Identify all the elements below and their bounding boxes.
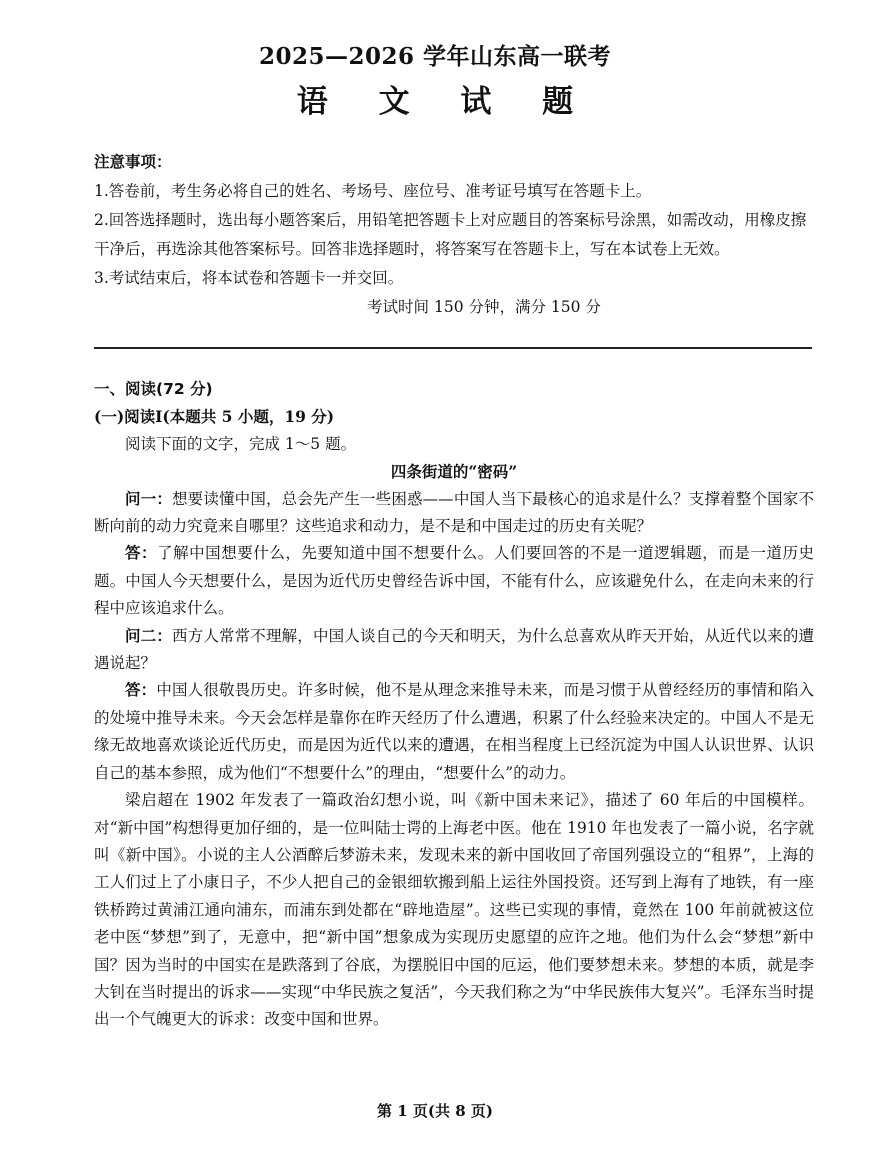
paragraph-text: 中国人很敬畏历史。许多时候，他不是从理念来推导未来，而是习惯于从曾经经历的事情和陷入的处境中推导未来。今天会怎样是靠你在昨天经历了什么遭遇，积累了什么经验来决定的。中国人不是无缘无故地喜欢谈论近代历史，而是因为近代以来的遭遇，在相当程度上已经沉淀为中国人认识世界、认识自己的基本参照，成为他们“不想要什么”的理由，“想要什么”的动力。 xyxy=(94,681,814,782)
article-title: 四条街道的“密码” xyxy=(390,462,518,482)
paragraph-text: 想要读懂中国，总会先产生一些困惑——中国人当下最核心的追求是什么？支撑着整个国家不断向前的动力究竟来自哪里？这些追求和动力，是不是和中国走过的历史有关呢？ xyxy=(94,489,814,536)
article-paragraph xyxy=(94,540,814,622)
notice-block xyxy=(94,148,814,322)
section-title: 一、阅读(72 分) xyxy=(94,380,213,398)
article-paragraph xyxy=(94,677,814,787)
paragraph-label: 问一： xyxy=(125,489,172,508)
exam-title: 2025—2026 学年山东高一联考 xyxy=(258,43,612,70)
article-paragraph xyxy=(94,486,814,541)
paragraph-text: 梁启超在 1902 年发表了一篇政治幻想小说，叫《新中国未来记》，描述了 60 年后的中国模样。对“新中国”构想得更加仔细的，是一位叫陆士谔的上海老中医。他在 1910 年也发表了一篇小说，名字就叫《新中国》。小说的主人公酒醉后梦游未来，发现未来的新中国收回了帝国列强设立的“租界”，上海的工人们过上了小康日子，不少人把自己的金银细软搬到船上运往外国投资。还写到上海有了地铁，有一座铁桥跨过黄浦江通向浦东，而浦东到处都在“辟地造屋”。这些已实现的事情，竟然在 100 年前就被这位老中医“梦想”到了，无意中，把“新中国”想象成为实现历史愿望的应许之地。他们为什么会“梦想”新中国？因为当时的中国实在是跌落到了谷底，为摆脱旧中国的厄运，他们要梦想未来。梦想的本质，就是李大钊在当时提出的诉求——实现“中华民族之复活”，今天我们称之为“中华民族伟大复兴”。毛泽东当时提出一个气魄更大的诉求：改变中国和世界。 xyxy=(94,791,814,1029)
paragraph-text: 西方人常常不理解，中国人谈自己的今天和明天，为什么总喜欢从昨天开始，从近代以来的遭遇说起？ xyxy=(94,626,814,673)
paragraph-label: 答： xyxy=(125,681,157,700)
page-footer: 第 1 页(共 8 页) xyxy=(377,1102,493,1120)
exam-time: 考试时间 150 分钟，满分 150 分 xyxy=(367,298,601,316)
notice-heading: 注意事项： xyxy=(94,153,172,171)
subject-title: 语 文 试 题 xyxy=(296,84,594,120)
paragraph-label: 答： xyxy=(125,544,158,563)
article-paragraph xyxy=(94,623,814,678)
notice-item: 3.考试结束后，将本试卷和答题卡一并交回。 xyxy=(94,269,404,287)
reading-instruction: 阅读下面的文字，完成 1～5 题。 xyxy=(125,434,357,453)
reading-section xyxy=(94,376,814,1034)
paragraph-text: 了解中国想要什么，先要知道中国不想要什么。人们要回答的不是一道逻辑题，而是一道历史题。中国人今天想要什么，是因为近代历史曾经告诉中国，不能有什么，应该避免什么，在走向未来的行程中应该追求什么。 xyxy=(94,544,814,618)
paragraph-label: 问二： xyxy=(125,626,172,645)
notice-item: 2.回答选择题时，选出每小题答案后，用铅笔把答题卡上对应题目的答案标号涂黑，如需改动，用橡皮擦干净后，再选涂其他答案标号。回答非选择题时，将答案写在答题卡上，写在本试卷上无效。 xyxy=(94,211,807,258)
subsection-title: (一)阅读Ⅰ(本题共 5 小题，19 分) xyxy=(94,407,335,427)
divider-line xyxy=(94,347,812,349)
notice-item: 1.答卷前，考生务必将自己的姓名、考场号、座位号、准考证号填写在答题卡上。 xyxy=(94,182,652,200)
article-paragraph xyxy=(94,787,814,1034)
